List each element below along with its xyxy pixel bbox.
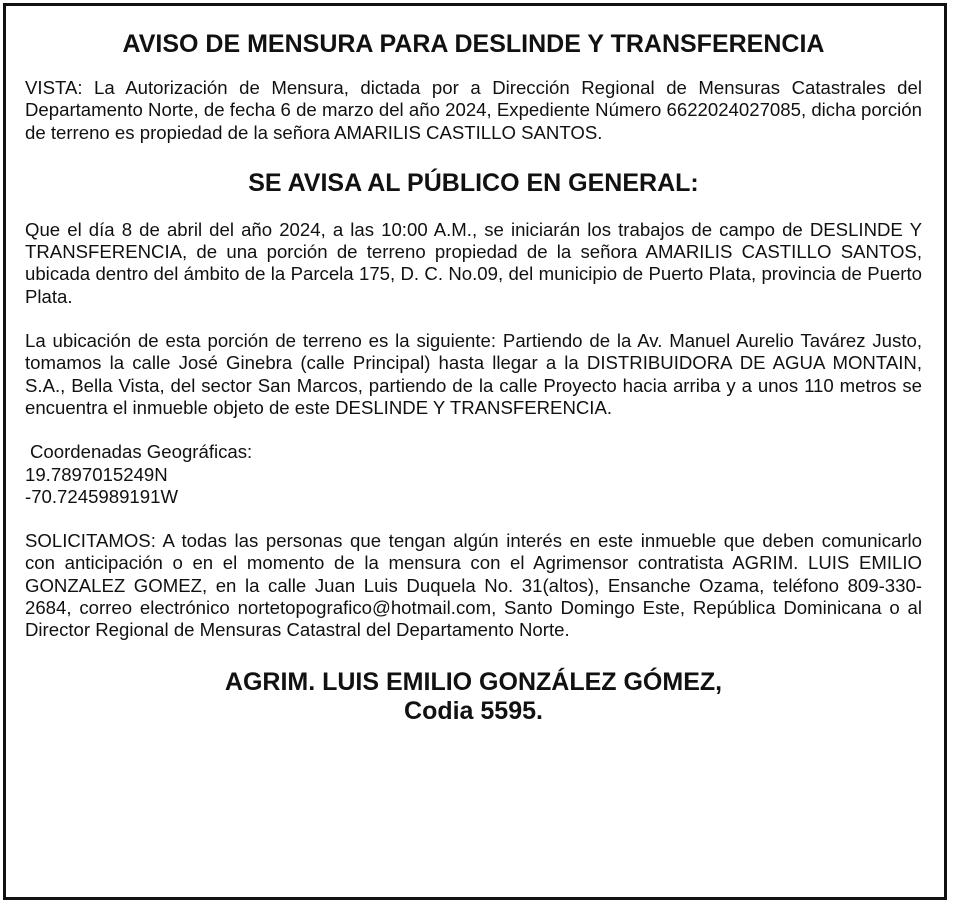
vista-paragraph: VISTA: La Autorización de Mensura, dictada por a Dirección Regional de Mensuras Catastrales del Departamento Norte, de fecha 6 de marzo del año 2024, Expediente Número 6622024027085, dicha porción de terreno es propiedad de la señora AMARILIS CASTILLO SANTOS. (25, 77, 922, 143)
request-paragraph: SOLICITAMOS: A todas las personas que tengan algún interés en este inmueble que deben comunicarlo con anticipación o en el momento de la mensura con el Agrimensor contratista AGRIM. LUIS EMILIO GONZALEZ GOMEZ, en la calle Juan Luis Duquela No. 31(altos), Ensanche Ozama, teléfono 809-330-2684, correo electrónico nortetopografico@hotmail.com, Santo Domingo Este, República Dominicana o al Director Regional de Mensuras Catastral del Departamento Norte. (25, 530, 922, 641)
signature-block (25, 668, 922, 726)
legal-notice (3, 3, 947, 900)
schedule-paragraph: Que el día 8 de abril del año 2024, a las 10:00 A.M., se iniciarán los trabajos de campo de DESLINDE Y TRANSFERENCIA, de una porción de terreno propiedad de la señora AMARILIS CASTILLO SANTOS, ubicada dentro del ámbito de la Parcela 175, D. C. No.09, del municipio de Puerto Plata, provincia de Puerto Plata. (25, 218, 922, 307)
signature-name: AGRIM. LUIS EMILIO GONZÁLEZ GÓMEZ, (224, 667, 723, 696)
location-paragraph: La ubicación de esta porción de terreno es la siguiente: Partiendo de la Av. Manuel Aurelio Tavárez Justo, tomamos la calle José Ginebra (calle Principal) hasta llegar a la DISTRIBUIDORA DE AGUA MONTAIN, S.A., Bella Vista, del sector San Marcos, partiendo de la calle Proyecto hacia arriba y a unos 110 metros se encuentra el inmueble objeto de este DESLINDE Y TRANSFERENCIA. (25, 330, 922, 418)
coordinates-latitude: 19.7897015249N (25, 463, 168, 485)
coordinates-block (25, 441, 922, 508)
notice-subtitle: SE AVISA AL PÚBLICO EN GENERAL: (248, 168, 699, 197)
coordinates-longitude: -70.7245989191W (25, 485, 178, 507)
notice-title: AVISO DE MENSURA PARA DESLINDE Y TRANSFERENCIA (122, 30, 825, 58)
coordinates-label: Coordenadas Geográficas: (30, 441, 253, 463)
signature-codia: Codia 5595. (404, 696, 543, 725)
